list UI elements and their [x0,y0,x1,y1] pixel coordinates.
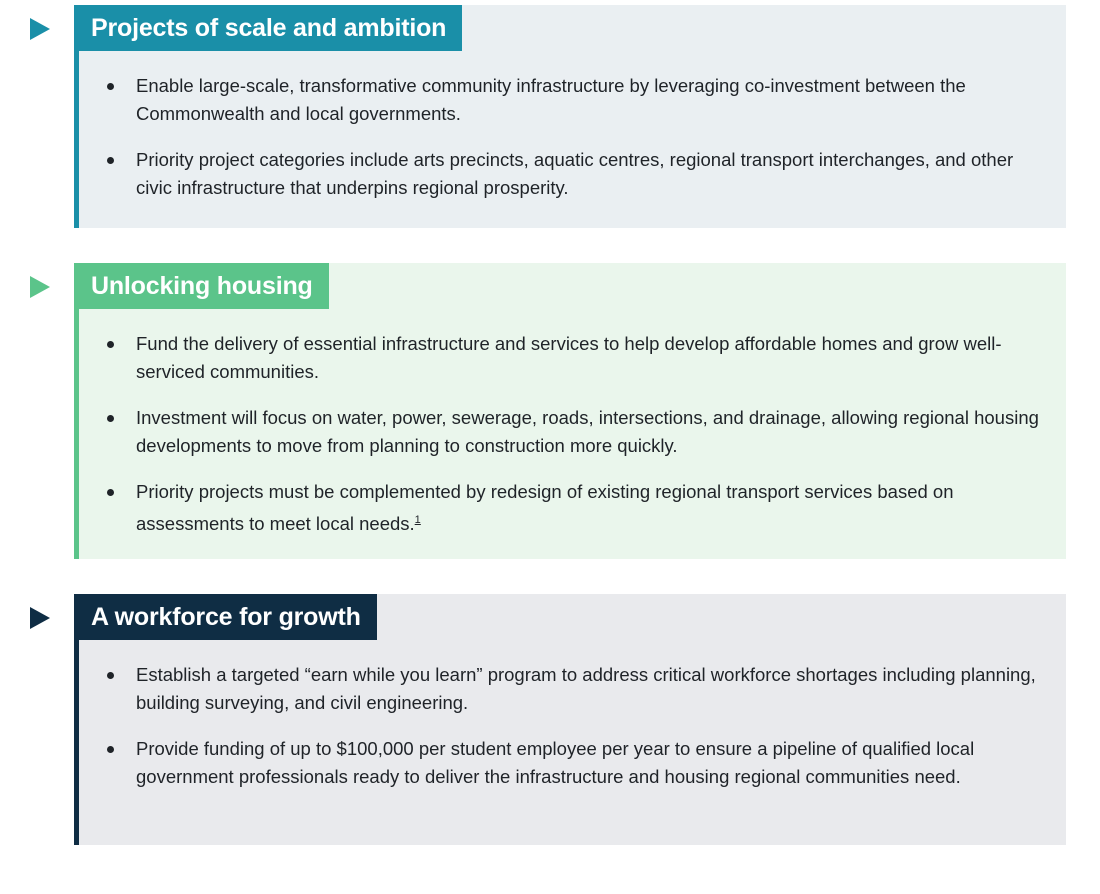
list-item: Establish a targeted “earn while you learn” program to address critical workforce shortages including planning, building surveying, and civil engineering. [0,661,1100,717]
bullet-list [0,72,1100,220]
footnote-link[interactable]: 1 [414,514,421,526]
list-item: Priority project categories include arts precincts, aquatic centres, regional transport interchanges, and other civic infrastructure that underpins regional prosperity. [0,146,1100,202]
list-item: Investment will focus on water, power, sewerage, roads, intersections, and drainage, allowing regional housing developments to move from planning to construction more quickly. [0,404,1100,460]
section-title: Unlocking housing [74,263,329,309]
list-item: Provide funding of up to $100,000 per student employee per year to ensure a pipeline of qualified local government professionals ready to deliver the infrastructure and housing regional communities need. [0,735,1100,791]
bullet-list [0,661,1100,809]
play-arrow-icon [30,276,50,298]
play-arrow-icon [30,18,50,40]
list-item [0,478,1100,538]
bullet-list [0,330,1100,556]
list-item: Fund the delivery of essential infrastructure and services to help develop affordable homes and grow well-serviced communities. [0,330,1100,386]
section-title: Projects of scale and ambition [74,5,462,51]
list-item: Enable large-scale, transformative community infrastructure by leveraging co-investment between the Commonwealth and local governments. [0,72,1100,128]
section-title: A workforce for growth [74,594,377,640]
list-item-text: Priority projects must be complemented by redesign of existing regional transport services based on assessments to meet local needs. [136,481,954,534]
section-unlocking-housing [0,263,1100,559]
section-workforce-for-growth [0,594,1100,845]
play-arrow-icon [30,607,50,629]
section-projects-of-scale [0,5,1100,228]
